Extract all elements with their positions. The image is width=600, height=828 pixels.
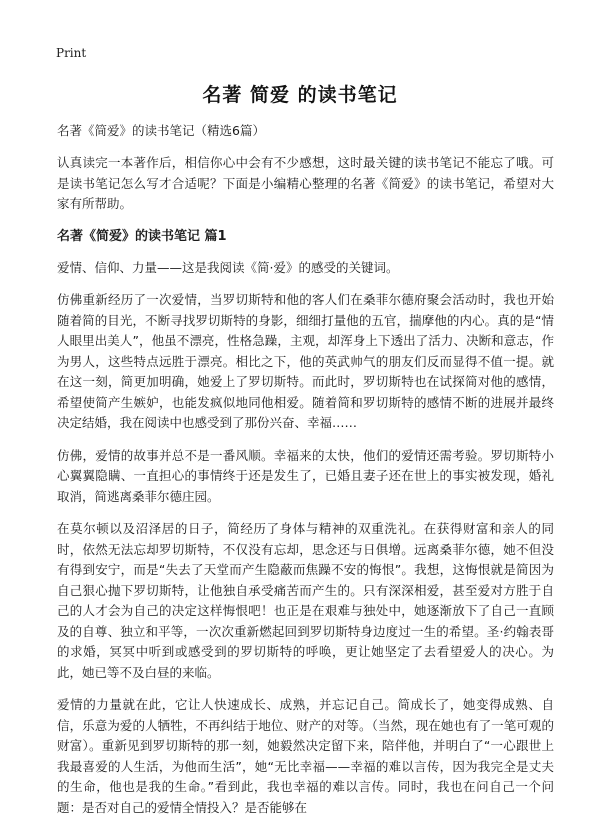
body-paragraph: 仿佛，爱情的故事并总不是一番风顺。幸福来的太快，他们的爱情还需考验。罗切斯特小心翼翼隐瞒、一直担心的事情终于还是发生了，已婚且妻子还在世上的事实被发现，婚礼取消，简逃离桑菲尔德庄园。 — [57, 447, 554, 504]
page-title: 名著 简爱 的读书笔记 — [202, 84, 398, 106]
section-heading: 名著《简爱》的读书笔记 篇1 — [57, 228, 227, 244]
intro-paragraph: 认真读完一本著作后，相信你心中会有不少感想，这时最关键的读书笔记不能忘了哦。可是读书笔记怎么写才合适呢？下面是小编精心整理的名著《简爱》的读书笔记，希望对大家有所帮助。 — [57, 155, 554, 211]
document-subtitle: 名著《简爱》的读书笔记（精选6篇） — [57, 123, 265, 138]
body-paragraph: 在莫尔顿以及沼泽居的日子，简经历了身体与精神的双重洗礼。在获得财富和亲人的同时，依然无法忘却罗切斯特，不仅没有忘却，思念还与日俱增。远离桑菲尔德，她不但没有得到安宁，而是“失去了天堂而产生隐蔽而焦躁不安的悔恨”。我想，这悔恨就是简因为自己狠心抛下罗切斯特，让他独自承受痛苦而产生的。只有深深相爱，甚至爱对方胜于自己的人才会为自己的决定这样悔恨吧！也正是在艰难与独处中，她逐渐放下了自己一直顾及的自尊、独立和平等，一次次重新燃起回到罗切斯特身边度过一生的希望。圣·约翰表哥的求婚，冥冥中听到或感受到的罗切斯特的呼唤，更让她坚定了去看望爱人的决心。为此，她已等不及白昼的来临。 — [57, 521, 554, 680]
body-paragraph: 爱情、信仰、力量——这是我阅读《简·爱》的感受的关键词。 — [57, 259, 399, 275]
print-button[interactable]: Print — [56, 46, 87, 60]
body-paragraph: 爱情的力量就在此，它让人快速成长、成熟，并忘记自己。简成长了，她变得成熟、自信，乐意为爱的人牺牲，不再纠结于地位、财产的对等。（当然，现在她也有了一笔可观的财富）。重新见到罗切斯特的那一刻，她毅然决定留下来，陪伴他，并明白了“一心跟世上我最喜爱的人生活，为他而生活”，她“无比幸福——幸福的难以言传，因为我完全是丈夫的生命，他也是我的生命。”看到此，我也幸福的难以言传。同时，我也在问自己一个问题：是否对自己的爱情全情投入？是否能够在 — [57, 697, 554, 815]
document-body — [57, 121, 554, 828]
body-paragraph: 仿佛重新经历了一次爱情，当罗切斯特和他的客人们在桑菲尔德府聚会活动时，我也开始随着简的目光，不断寻找罗切斯特的身影，细细打量他的五官，揣摩他的内心。真的是“情人眼里出美人”，他虽不漂亮，性格急躁，主观，却浑身上下透出了活力、决断和意志，作为男人，这些特点远胜于漂亮。相比之下，他的英武帅气的朋友们反而显得不值一提。就在这一刻，简更加明确，她爱上了罗切斯特。而此时，罗切斯特也在试探简对他的感情，希望使简产生嫉妒，也能发疯似地同他相爱。随着简和罗切斯特的感情不断的进展并最终决定结婚，我在阅读中也感受到了那份兴奋、幸福…… — [57, 292, 554, 430]
